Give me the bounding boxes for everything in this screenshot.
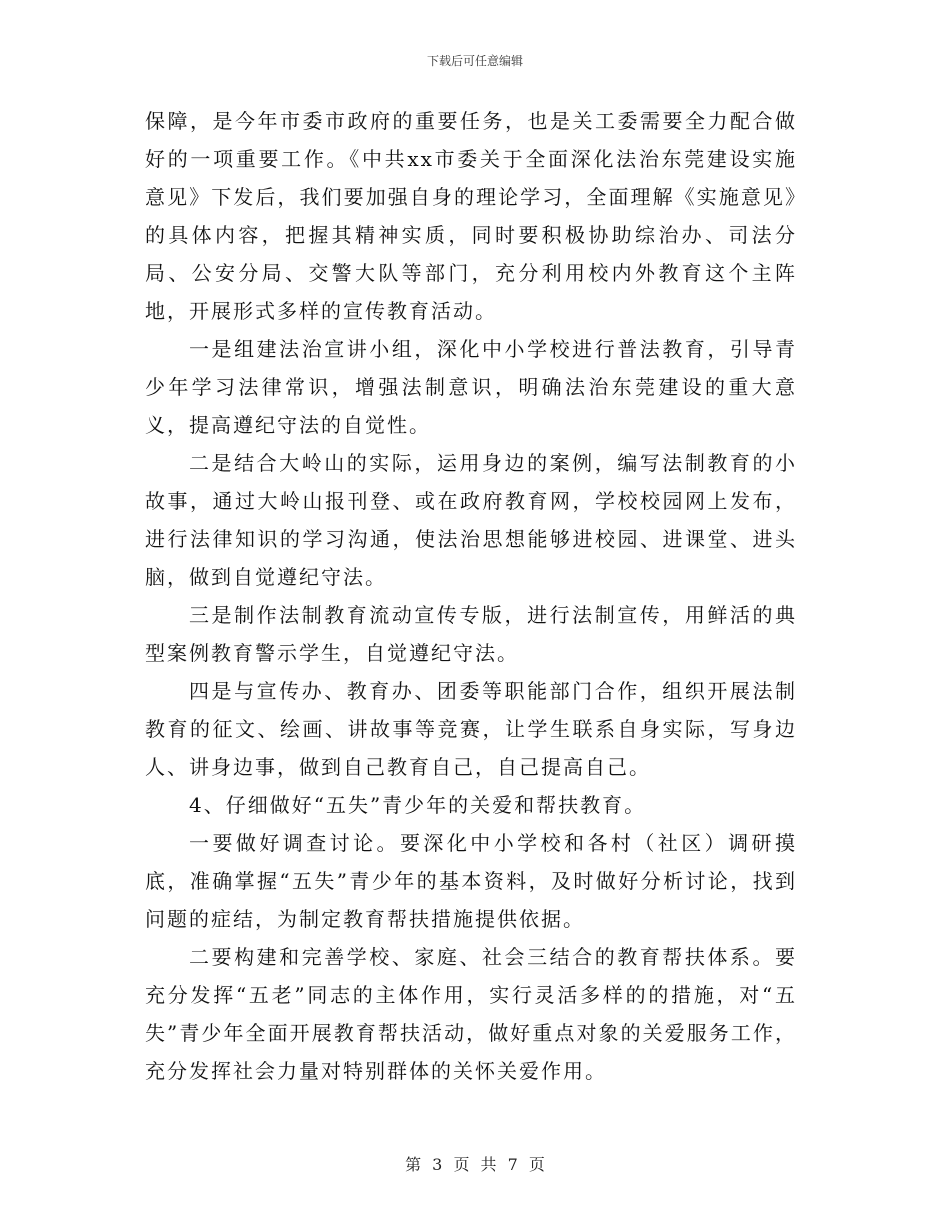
paragraph-item-2: 二是结合大岭山的实际，运用身边的案例，编写法制教育的小故事，通过大岭山报刊登、或在政府教育网，学校校园网上发布，进行法律知识的学习沟通，使法治思想能够进校园、进课堂、进头脑，做到自觉遵纪守法。 [145,451,797,589]
section-heading-4: 4、仔细做好“五失”青少年的关爱和帮扶教育。 [189,793,647,817]
page-header: 下载后可任意编辑 [426,54,523,68]
paragraph-item-1: 一是组建法治宣讲小组，深化中小学校进行普法教育，引导青少年学习法律常识，增强法制意识，明确法治东莞建设的重大意义，提高遵纪守法的自觉性。 [145,337,797,437]
paragraph-item-3: 三是制作法制教育流动宣传专版，进行法制宣传，用鲜活的典型案例教育警示学生，自觉遵纪守法。 [145,603,797,665]
page-number-footer: 第 3 页 共 7 页 [405,1155,545,1174]
paragraph-item-4: 四是与宣传办、教育办、团委等职能部门合作，组织开展法制教育的征文、绘画、讲故事等竞赛，让学生联系自身实际，写身边人、讲身边事，做到自己教育自己，自己提高自己。 [145,679,797,779]
paragraph-continued: 保障，是今年市委市政府的重要任务，也是关工委需要全力配合做好的一项重要工作。《中共xx市委关于全面深化法治东莞建设实施意见》下发后，我们要加强自身的理论学习，全面理解《实施意见》的具体内容，把握其精神实质，同时要积极协助综治办、司法分局、公安分局、交警大队等部门，充分利用校内外教育这个主阵地，开展形式多样的宣传教育活动。 [145,109,797,323]
paragraph-support-system: 二要构建和完善学校、家庭、社会三结合的教育帮扶体系。要充分发挥“五老”同志的主体作用，实行灵活多样的的措施，对“五失”青少年全面开展教育帮扶活动，做好重点对象的关爱服务工作，充分发挥社会力量对特别群体的关怀关爱作用。 [145,945,797,1083]
document-body [145,102,797,1090]
paragraph-survey: 一要做好调查讨论。要深化中小学校和各村（社区）调研摸底，准确掌握“五失”青少年的基本资料，及时做好分析讨论，找到问题的症结，为制定教育帮扶措施提供依据。 [145,831,797,931]
